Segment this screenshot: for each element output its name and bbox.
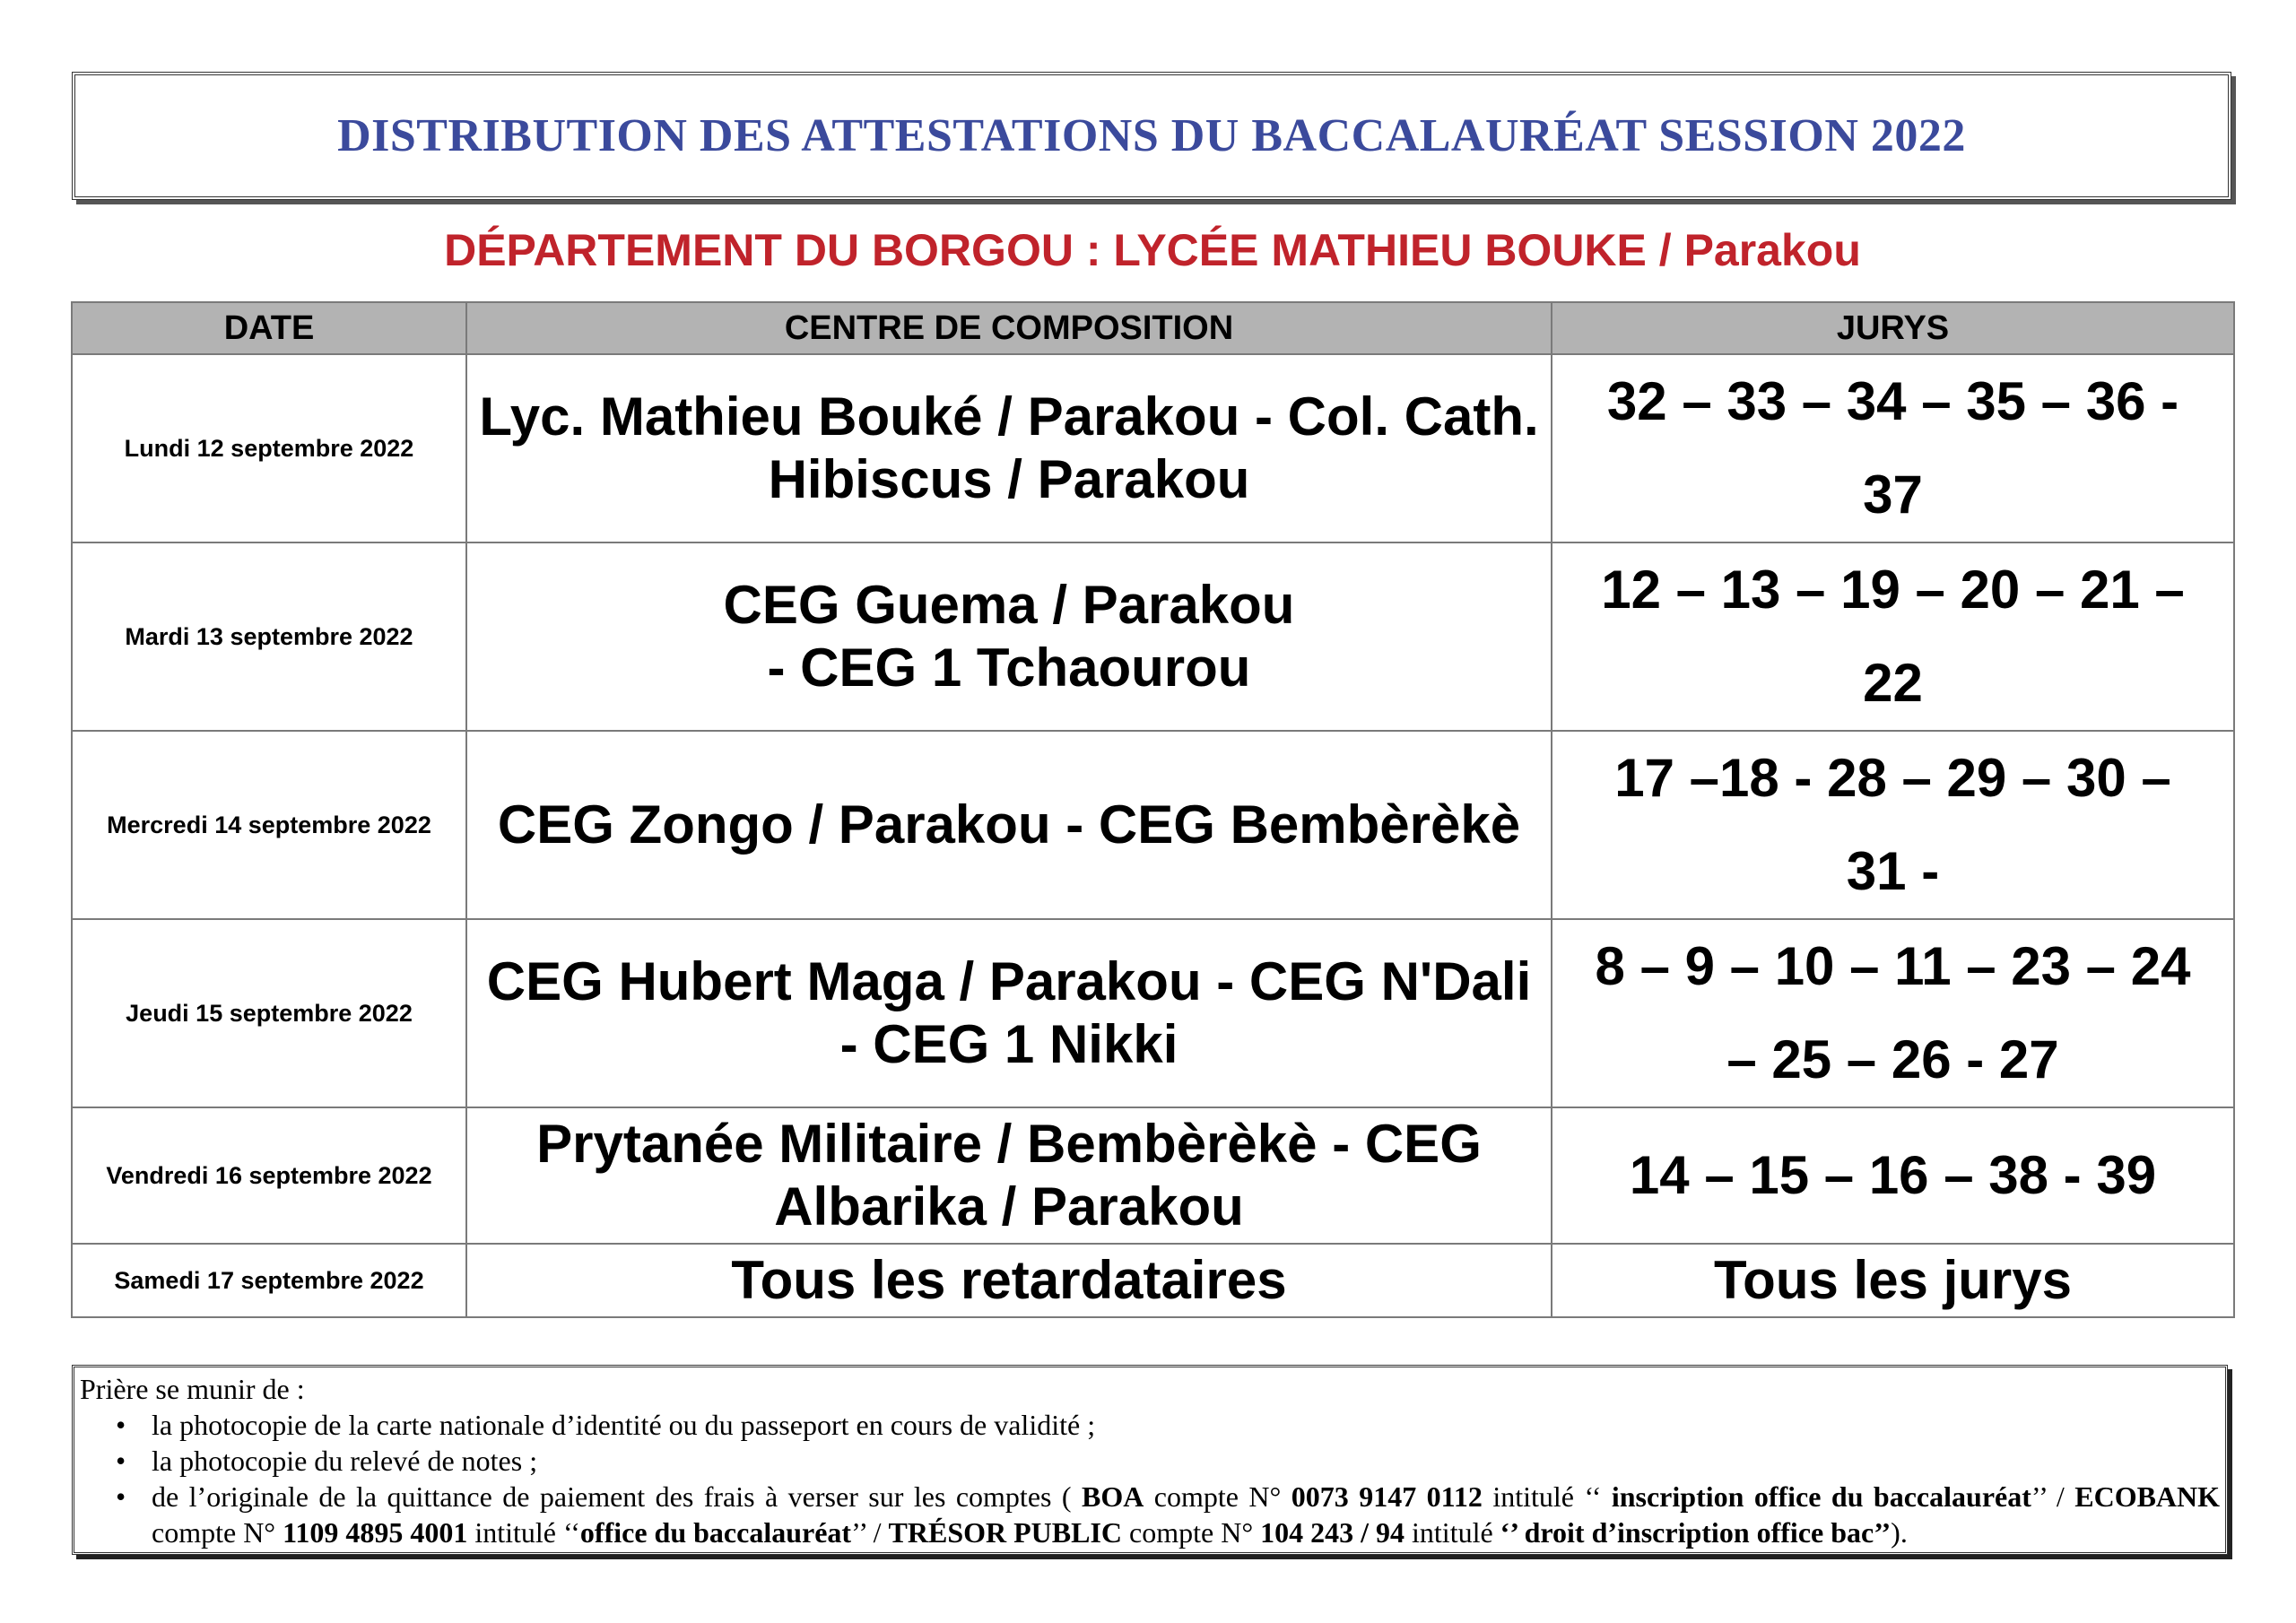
account-title: ‘’ droit d’inscription office bac’’	[1500, 1516, 1892, 1549]
text-run: ’’ /	[2031, 1480, 2075, 1513]
jury-cell	[1552, 354, 2234, 542]
centre-line: - CEG 1 Tchaourou	[767, 638, 1251, 698]
header-date: DATE	[72, 302, 466, 354]
bank-name: TRÉSOR PUBLIC	[888, 1516, 1123, 1549]
table-row	[72, 354, 2234, 542]
text-run: compte N°	[1144, 1480, 1292, 1513]
centre-line: Lyc. Mathieu Bouké / Parakou - Col. Cath.	[479, 386, 1539, 447]
text-run: compte N°	[1122, 1516, 1261, 1549]
jury-line: 31 -	[1846, 841, 1940, 901]
jury-cell	[1552, 1107, 2234, 1244]
centre-line: - CEG 1 Nikki	[839, 1014, 1178, 1074]
account-number: 104 243 / 94	[1260, 1516, 1405, 1549]
list-item-text: la photocopie du relevé de notes ;	[152, 1445, 538, 1477]
centre-line: Albarika / Parakou	[774, 1176, 1244, 1237]
document-title: DISTRIBUTION DES ATTESTATIONS DU BACCALAURÉAT SESSION 2022	[337, 110, 1966, 161]
centre-line: CEG Zongo / Parakou - CEG Bembèrèkè	[497, 794, 1521, 855]
centre-cell	[466, 542, 1552, 731]
jury-line: – 25 – 26 - 27	[1726, 1029, 2059, 1089]
centre-line: Hibiscus / Parakou	[768, 449, 1250, 509]
text-run: intitulé	[1405, 1516, 1500, 1549]
jury-line: 12 – 13 – 19 – 20 – 21 –	[1601, 560, 2185, 620]
text-run: compte N°	[152, 1516, 283, 1549]
header-jurys: JURYS	[1552, 302, 2234, 354]
centre-line: CEG Hubert Maga / Parakou - CEG N'Dali	[486, 951, 1532, 1011]
account-number: 1109 4895 4001	[283, 1516, 468, 1549]
jury-cell	[1552, 542, 2234, 731]
text-run: ’’ /	[851, 1516, 889, 1549]
list-item	[80, 1479, 2220, 1550]
date-cell: Mardi 13 septembre 2022	[72, 542, 466, 731]
centre-line: Prytanée Militaire / Bembèrèkè - CEG	[536, 1114, 1482, 1174]
notes-list	[80, 1407, 2220, 1550]
jury-cell	[1552, 731, 2234, 919]
title-box	[72, 72, 2231, 200]
centre-line: Tous les retardataires	[731, 1250, 1287, 1310]
text-run: intitulé ‘‘	[1482, 1480, 1612, 1513]
payment-text	[152, 1480, 2220, 1549]
jury-line: 37	[1863, 464, 1923, 525]
text-run: de l’originale de la quittance de paiement des frais à verser sur les comptes (	[152, 1480, 1083, 1513]
date-cell: Samedi 17 septembre 2022	[72, 1244, 466, 1317]
centre-cell	[466, 919, 1552, 1107]
table-row	[72, 919, 2234, 1107]
date-cell: Vendredi 16 septembre 2022	[72, 1107, 466, 1244]
table-row	[72, 731, 2234, 919]
jury-cell	[1552, 919, 2234, 1107]
centre-cell	[466, 354, 1552, 542]
centre-line: CEG Guema / Parakou	[723, 575, 1295, 635]
list-item	[80, 1407, 2220, 1443]
bank-name: ECOBANK	[2074, 1480, 2221, 1513]
bullet-icon: •	[116, 1480, 126, 1513]
table-header-row	[72, 302, 2234, 354]
date-cell: Mercredi 14 septembre 2022	[72, 731, 466, 919]
text-run: intitulé ‘‘	[467, 1516, 580, 1549]
jury-line: 32 – 33 – 34 – 35 – 36 -	[1606, 371, 2179, 431]
jury-line: 8 – 9 – 10 – 11 – 23 – 24	[1595, 936, 2191, 996]
table-row	[72, 542, 2234, 731]
list-item-text: la photocopie de la carte nationale d’identité ou du passeport en cours de validité ;	[152, 1409, 1096, 1441]
date-cell: Lundi 12 septembre 2022	[72, 354, 466, 542]
jury-line: 22	[1863, 653, 1923, 713]
bullet-icon: •	[116, 1409, 126, 1441]
account-title: inscription office du baccalauréat	[1611, 1480, 2031, 1513]
jury-line: Tous les jurys	[1713, 1250, 2073, 1310]
department-subtitle: DÉPARTEMENT DU BORGOU : LYCÉE MATHIEU BOUKE / Parakou	[444, 225, 1861, 275]
header-centre: CENTRE DE COMPOSITION	[466, 302, 1552, 354]
jury-cell	[1552, 1244, 2234, 1317]
table-row	[72, 1244, 2234, 1317]
jury-line: 14 – 15 – 16 – 38 - 39	[1629, 1145, 2157, 1205]
notes-intro: Prière se munir de :	[80, 1373, 305, 1405]
account-number: 0073 9147 0112	[1291, 1480, 1483, 1513]
centre-cell	[466, 1244, 1552, 1317]
table-row	[72, 1107, 2234, 1244]
date-cell: Jeudi 15 septembre 2022	[72, 919, 466, 1107]
schedule-table	[71, 301, 2235, 1318]
account-title: office du baccalauréat	[579, 1516, 852, 1549]
centre-cell	[466, 731, 1552, 919]
text-run: ).	[1891, 1516, 1908, 1549]
bullet-icon: •	[116, 1445, 126, 1477]
centre-cell	[466, 1107, 1552, 1244]
notes-box	[72, 1365, 2228, 1555]
bank-name: BOA	[1082, 1480, 1144, 1513]
list-item	[80, 1443, 2220, 1479]
jury-line: 17 –18 - 28 – 29 – 30 –	[1614, 748, 2171, 808]
